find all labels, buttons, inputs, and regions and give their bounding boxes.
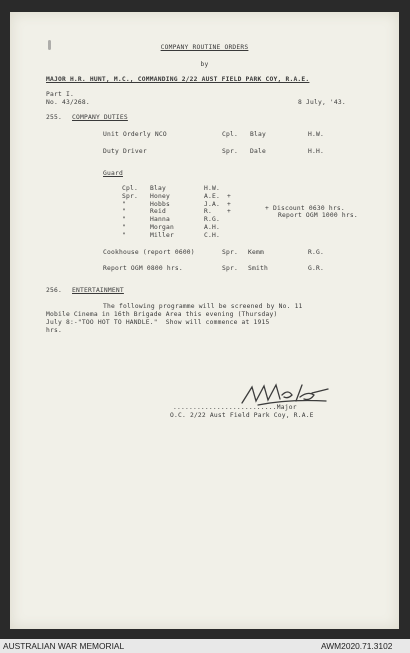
guard-initials: J.A. [204, 200, 220, 208]
guard-rank: " [122, 224, 126, 231]
guard-name: Hobbs [150, 200, 170, 208]
duty-rank: Spr. [222, 148, 238, 155]
guard-initials: A.H. [204, 224, 220, 231]
guard-initials: R.G. [204, 216, 220, 224]
guard-initials: H.W. [204, 185, 220, 192]
duty-name: Blay [250, 131, 266, 138]
part-number: Part I. [46, 91, 74, 98]
guard-rank: Cpl. [122, 185, 138, 192]
guard-name: Miller [150, 231, 174, 239]
guard-heading: Guard [103, 170, 123, 177]
guard-initials: C.H. [204, 231, 220, 239]
guard-name: Hanna [150, 216, 170, 224]
archive-reference: AWM2020.71.3102 [321, 641, 393, 651]
duty-initials: H.W. [308, 131, 324, 138]
document-title: COMPANY ROUTINE ORDERS [160, 44, 249, 51]
guard-rank: " [122, 200, 126, 208]
guard-initials: R. [204, 208, 212, 216]
section-heading: COMPANY DUTIES [72, 114, 128, 121]
guard-rank: " [122, 208, 126, 216]
duty-initials: G.R. [308, 265, 324, 272]
commanding-officer: MAJOR H.R. HUNT, M.C., COMMANDING 2/22 AUST FIELD PARK COY, R.A.E. [46, 76, 310, 83]
order-date: 8 July, '43. [298, 99, 346, 106]
archive-footer [0, 639, 410, 653]
duty-name: Smith [248, 265, 268, 272]
section-number: 256. [46, 287, 62, 294]
guard-mark: + [227, 208, 231, 216]
paragraph-line: The following programme will be screened by No. 11 [103, 303, 303, 310]
guard-name: Honey [150, 192, 170, 200]
signature-unit: O.C. 2/22 Aust Field Park Coy, R.A.E [170, 412, 314, 419]
section-number: 255. [46, 114, 62, 121]
guard-rank: " [122, 216, 126, 224]
paragraph-line: hrs. [46, 327, 62, 334]
duty-rank: Spr. [222, 249, 238, 256]
paragraph-line: July 8:-"TOO HOT TO HANDLE." Show will commence at 1915 [46, 319, 270, 326]
guard-rank: Spr. [122, 192, 138, 200]
duty-initials: H.H. [308, 148, 324, 155]
paragraph-line: Mobile Cinema in 16th Brigade Area this evening (Thursday) [46, 311, 278, 318]
document-by: by [200, 61, 209, 68]
duty-name: Dale [250, 148, 266, 155]
duty-rank: Cpl. [222, 131, 238, 138]
section-heading: ENTERTAINMENT [72, 287, 124, 294]
guard-name: Blay [150, 185, 166, 192]
duty-rank: Spr. [222, 265, 238, 272]
duty-name: Kemm [248, 249, 264, 256]
signature-line: ..........................Major [173, 404, 297, 411]
guard-name: Reid [150, 208, 166, 216]
guard-name: Morgan [150, 224, 174, 231]
duty-label: Unit Orderly NCO [103, 131, 167, 138]
guard-initials: A.E. [204, 192, 220, 200]
duty-label: Cookhouse (report 0600) [103, 249, 195, 256]
archive-name: AUSTRALIAN WAR MEMORIAL [3, 641, 125, 651]
order-number: No. 43/268. [46, 99, 90, 106]
guard-rank: " [122, 231, 126, 239]
duty-initials: R.G. [308, 249, 324, 256]
guard-note: + Discount 0630 hrs. [265, 205, 345, 212]
duty-label: Duty Driver [103, 148, 147, 155]
guard-mark: + [227, 200, 231, 208]
guard-note: Report OGM 1000 hrs. [278, 212, 358, 219]
document-page [10, 12, 399, 629]
guard-mark: + [227, 192, 231, 200]
duty-label: Report OGM 0800 hrs. [103, 265, 183, 272]
